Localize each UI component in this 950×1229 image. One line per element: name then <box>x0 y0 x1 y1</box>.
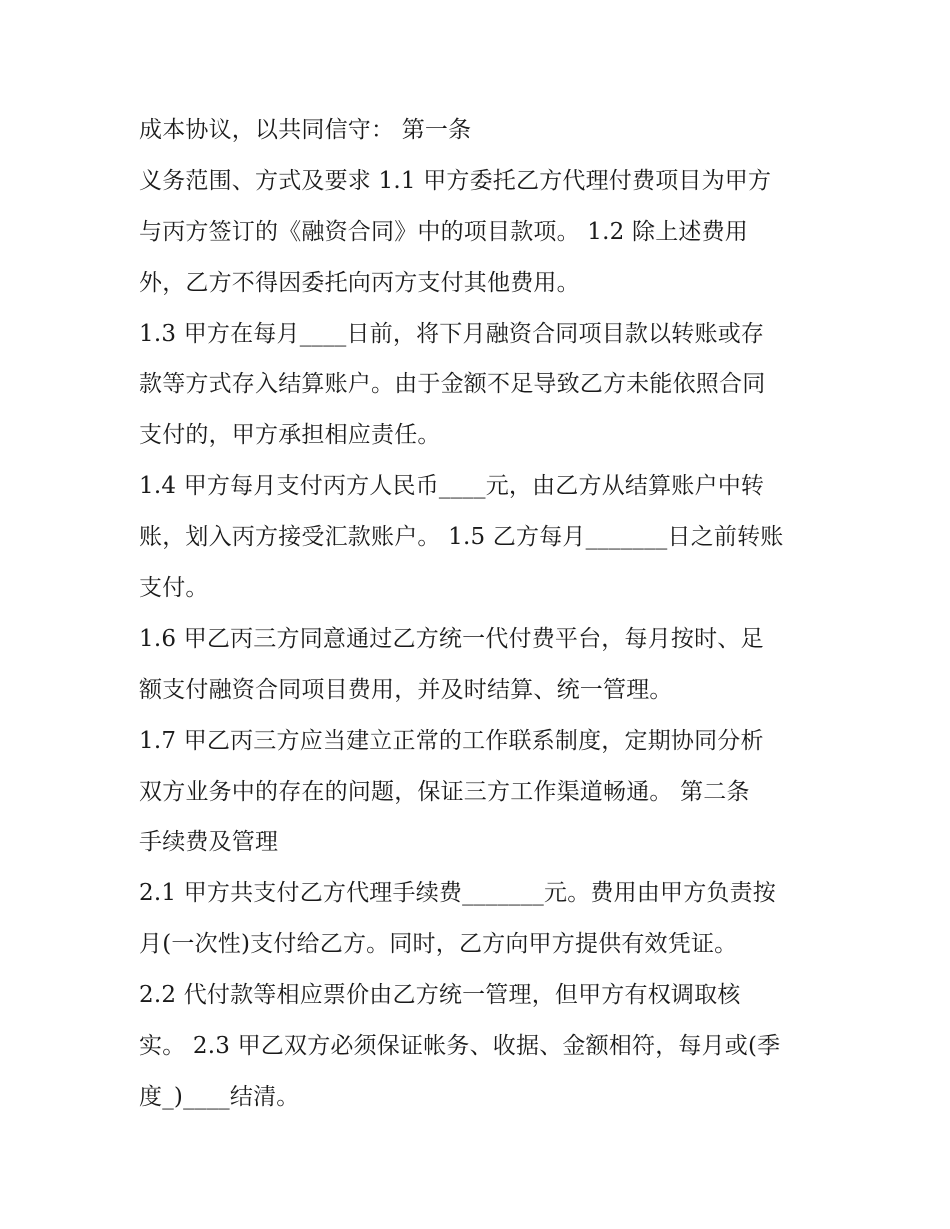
text-line: 双方业务中的存在的问题，保证三方工作渠道畅通。 第二条 <box>139 778 750 805</box>
text-line: 外，乙方不得因委托向丙方支付其他费用。 <box>139 269 580 296</box>
text-line: 义务范围、方式及要求 1.1 甲方委托乙方代理付费项目为甲方 <box>139 167 772 194</box>
text-line: 1.7 甲乙丙三方应当建立正常的工作联系制度，定期协同分析 <box>139 727 764 754</box>
text-line: 2.2 代付款等相应票价由乙方统一管理，但甲方有权调取核 <box>139 982 741 1009</box>
text-line: 月(一次性)支付给乙方。同时，乙方向甲方提供有效凭证。 <box>139 931 738 958</box>
text-line: 度_)____结清。 <box>139 1083 300 1110</box>
text-line: 实。 2.3 甲乙双方必须保证帐务、收据、金额相符，每月或(季 <box>139 1033 781 1060</box>
text-line: 账，划入丙方接受汇款账户。 1.5 乙方每月_______日之前转账 <box>139 524 784 551</box>
text-line: 款等方式存入结算账户。由于金额不足导致乙方未能依照合同 <box>139 371 766 398</box>
text-line: 2.1 甲方共支付乙方代理手续费_______元。费用由甲方负责按 <box>139 880 776 907</box>
text-line: 额支付融资合同项目费用，并及时结算、统一管理。 <box>139 676 673 703</box>
text-line: 支付的，甲方承担相应责任。 <box>139 422 441 449</box>
text-line: 与丙方签订的《融资合同》中的项目款项。 1.2 除上述费用 <box>139 218 748 245</box>
document-body <box>139 112 829 1130</box>
text-line: 1.3 甲方在每月____日前，将下月融资合同项目款以转账或存 <box>139 320 765 347</box>
text-line: 1.4 甲方每月支付丙方人民币____元，由乙方从结算账户中转 <box>139 473 765 500</box>
text-line: 1.6 甲乙丙三方同意通过乙方统一代付费平台，每月按时、足 <box>139 625 764 652</box>
text-line: 成本协议，以共同信守： 第一条 <box>139 117 472 143</box>
text-line: 手续费及管理 <box>139 829 279 856</box>
text-line: 支付。 <box>139 575 209 602</box>
